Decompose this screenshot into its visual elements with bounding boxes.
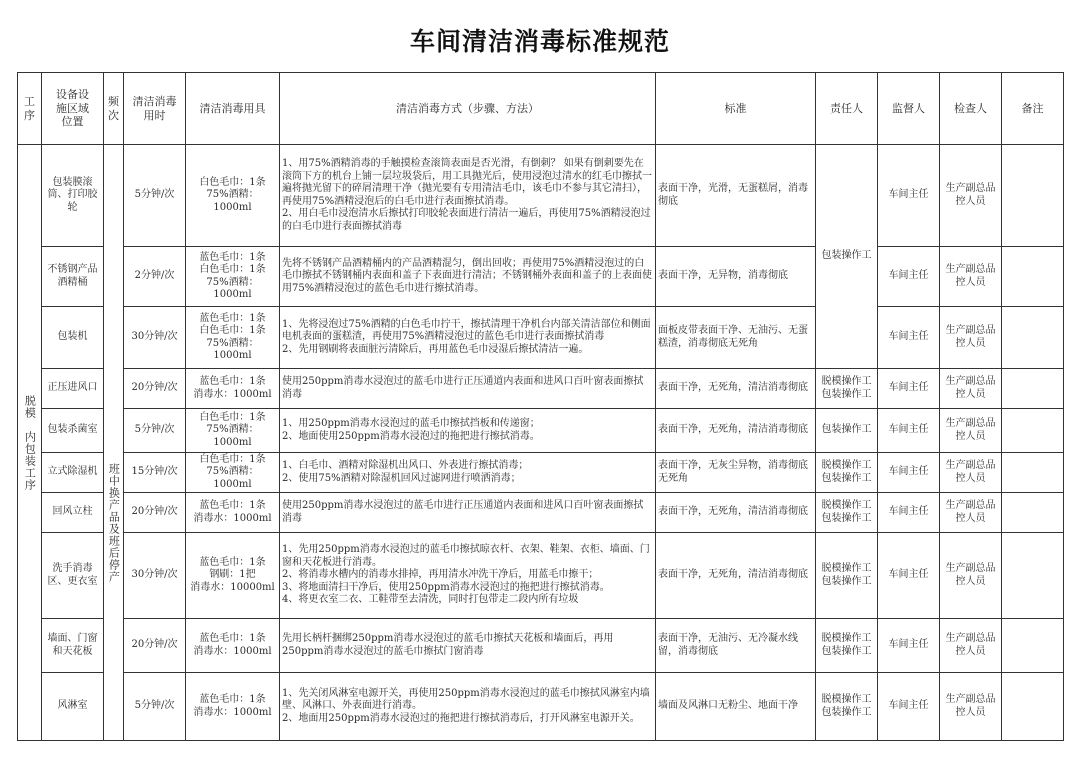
standard-cell: 表面干净，无异物，消毒彻底	[656, 247, 816, 307]
remark-cell	[1002, 673, 1064, 741]
method-cell: 先用长柄杆捆绑250ppm消毒水浸泡过的蓝毛巾擦拭天花板和墙面后，再用250ppm消毒水浸泡过的蓝毛巾擦拭门窗消毒	[280, 619, 656, 673]
header-inspector: 检查人	[940, 73, 1002, 145]
inspector-cell: 生产副总品控人员	[940, 619, 1002, 673]
supervisor-cell: 车间主任	[878, 409, 940, 453]
method-cell: 1、先关闭风淋室电源开关，再使用250ppm消毒水浸泡过的蓝毛巾擦拭风淋室内墙壁、风淋口、外表面进行消毒。 2、地面用250ppm消毒水浸泡过的拖把进行擦拭消毒后，打开风淋室电源开关。	[280, 673, 656, 741]
responsible-cell: 脱模操作工 包装操作工	[816, 673, 878, 741]
remark-cell	[1002, 493, 1064, 533]
inspector-cell: 生产副总品控人员	[940, 145, 1002, 247]
process-label-top: 脱模	[23, 394, 37, 419]
equipment-cell: 包装机	[42, 307, 104, 369]
standard-cell: 表面干净，无死角，清洁消毒彻底	[656, 369, 816, 409]
inspector-cell: 生产副总品控人员	[940, 493, 1002, 533]
responsible-cell: 脱模操作工 包装操作工	[816, 369, 878, 409]
method-cell: 1、先将浸泡过75%酒精的白色毛巾拧干，擦拭清理干净机台内部关清洁部位和侧面电机表面的蛋糕渣，再使用75%酒精浸泡过的蓝色毛巾进行表面擦拭消毒 2、先用钢刷将表面脏污清除后，再用蓝色毛巾浸湿后擦拭清洁一遍。	[280, 307, 656, 369]
tools-cell: 白色毛巾：1条 75%酒精：1000ml	[186, 453, 280, 493]
time-cell: 20分钟/次	[124, 369, 186, 409]
table-row	[18, 369, 1064, 409]
equipment-cell: 包装膜滚筒、打印胶轮	[42, 145, 104, 247]
tools-cell: 蓝色毛巾：1条 消毒水：1000ml	[186, 673, 280, 741]
remark-cell	[1002, 369, 1064, 409]
time-cell: 15分钟/次	[124, 453, 186, 493]
standard-cell: 墙面及风淋口无粉尘、地面干净	[656, 673, 816, 741]
standard-cell: 表面干净，无死角，清洁消毒彻底	[656, 409, 816, 453]
frequency-label: 班中换产品及班后停产	[107, 462, 121, 583]
inspector-cell: 生产副总品控人员	[940, 307, 1002, 369]
remark-cell	[1002, 247, 1064, 307]
remark-cell	[1002, 453, 1064, 493]
supervisor-cell: 车间主任	[878, 247, 940, 307]
header-supervisor: 监督人	[878, 73, 940, 145]
header-row	[18, 73, 1064, 145]
time-cell: 30分钟/次	[124, 533, 186, 619]
equipment-cell: 墙面、门窗和天花板	[42, 619, 104, 673]
responsible-merged-cell: 包装操作工	[816, 145, 878, 369]
equipment-cell: 风淋室	[42, 673, 104, 741]
inspector-cell: 生产副总品控人员	[940, 409, 1002, 453]
cleaning-standard-table	[17, 72, 1064, 741]
supervisor-cell: 车间主任	[878, 369, 940, 409]
header-standard: 标准	[656, 73, 816, 145]
responsible-cell: 脱模操作工 包装操作工	[816, 453, 878, 493]
tools-cell: 蓝色毛巾：1条 白色毛巾：1条 75%酒精：1000ml	[186, 307, 280, 369]
remark-cell	[1002, 145, 1064, 247]
equipment-cell: 立式除湿机	[42, 453, 104, 493]
table-row	[18, 145, 1064, 247]
supervisor-cell: 车间主任	[878, 453, 940, 493]
tools-cell: 蓝色毛巾：1条 消毒水：1000ml	[186, 493, 280, 533]
time-cell: 5分钟/次	[124, 673, 186, 741]
time-cell: 30分钟/次	[124, 307, 186, 369]
time-cell: 2分钟/次	[124, 247, 186, 307]
responsible-cell: 包装操作工	[816, 409, 878, 453]
table-row	[18, 247, 1064, 307]
inspector-cell: 生产副总品控人员	[940, 533, 1002, 619]
header-responsible: 责任人	[816, 73, 878, 145]
standard-cell: 面板皮带表面干净、无油污、无蛋糕渣，消毒彻底无死角	[656, 307, 816, 369]
time-cell: 5分钟/次	[124, 145, 186, 247]
responsible-cell: 脱模操作工 包装操作工	[816, 533, 878, 619]
inspector-cell: 生产副总品控人员	[940, 247, 1002, 307]
header-remark: 备注	[1002, 73, 1064, 145]
inspector-cell: 生产副总品控人员	[940, 369, 1002, 409]
equipment-cell: 不锈钢产品酒精桶	[42, 247, 104, 307]
responsible-cell: 脱模操作工 包装操作工	[816, 619, 878, 673]
table-row	[18, 673, 1064, 741]
method-cell: 1、用75%酒精消毒的手触摸检查滚筒表面是否光滑，有倒刺？ 如果有倒刺要先在滚筒下方的机台上铺一层垃圾袋后，用工具抛光后，使用浸泡过清水的红毛巾擦拭一遍将抛光留下的碎屑清理干净（抛光要有专用清洁毛巾，该毛巾不参与其它清扫），再使用75%酒精浸泡后的白毛巾进行表面擦拭消毒。 2、用白毛巾浸泡清水后擦拭打印胶轮表面进行清洁一遍后，再使用75%酒精浸泡过的白毛巾进行表面擦拭消毒	[280, 145, 656, 247]
method-cell: 1、先用250ppm消毒水浸泡过的蓝毛巾擦拭晾衣杆、衣架、鞋架、衣柜、墙面、门窗和天花板进行消毒。 2、将消毒水槽内的消毒水排掉，再用清水冲洗干净后，用蓝毛巾擦干； 3、将地面清扫干净后，使用250ppm消毒水浸泡过的拖把进行擦拭消毒。 4、将更衣室二衣、工鞋带至去清洗，同时打包带走二段内所有垃圾	[280, 533, 656, 619]
tools-cell: 蓝色毛巾：1条 消毒水：1000ml	[186, 619, 280, 673]
standard-cell: 表面干净，无灰尘异物，消毒彻底无死角	[656, 453, 816, 493]
standard-cell: 表面干净，无油污、无冷凝水线留，消毒彻底	[656, 619, 816, 673]
supervisor-cell: 车间主任	[878, 493, 940, 533]
process-label-bottom: 内包装工序	[23, 430, 37, 491]
standard-cell: 表面干净，无死角，清洁消毒彻底	[656, 493, 816, 533]
inspector-cell: 生产副总品控人员	[940, 453, 1002, 493]
method-cell: 先将不锈钢产品酒精桶内的产品酒精混匀，倒出回收；再使用75%酒精浸泡过的白毛巾擦拭不锈钢桶内表面和盖子下表面进行清洁；不锈钢桶外表面和盖子的上表面使用75%酒精浸泡过的蓝色毛巾进行擦拭消毒。	[280, 247, 656, 307]
responsible-cell: 脱模操作工 包装操作工	[816, 493, 878, 533]
supervisor-cell: 车间主任	[878, 307, 940, 369]
page-title: 车间清洁消毒标准规范	[409, 27, 670, 56]
remark-cell	[1002, 533, 1064, 619]
process-group-cell	[18, 145, 42, 741]
method-cell: 1、白毛巾、酒精对除湿机出风口、外表进行擦拭消毒； 2、使用75%酒精对除湿机回风过滤网进行喷洒消毒；	[280, 453, 656, 493]
equipment-cell: 回风立柱	[42, 493, 104, 533]
remark-cell	[1002, 409, 1064, 453]
table-row	[18, 409, 1064, 453]
frequency-group-cell	[104, 145, 124, 741]
header-frequency: 频次	[104, 73, 124, 145]
inspector-cell: 生产副总品控人员	[940, 673, 1002, 741]
remark-cell	[1002, 619, 1064, 673]
table-row	[18, 453, 1064, 493]
tools-cell: 蓝色毛巾：1条 白色毛巾：1条 75%酒精：1000ml	[186, 247, 280, 307]
method-cell: 使用250ppm消毒水浸泡过的蓝毛巾进行正压通道内表面和进风口百叶窗表面擦拭消毒	[280, 369, 656, 409]
tools-cell: 白色毛巾：1条 75%酒精：1000ml	[186, 409, 280, 453]
standard-cell: 表面干净，光滑，无蛋糕屑，消毒彻底	[656, 145, 816, 247]
table-row	[18, 533, 1064, 619]
header-time: 清洁消毒用时	[124, 73, 186, 145]
remark-cell	[1002, 307, 1064, 369]
header-equipment: 设备设施区域位置	[42, 73, 104, 145]
table-row	[18, 619, 1064, 673]
tools-cell: 白色毛巾：1条 75%酒精：1000ml	[186, 145, 280, 247]
method-cell: 使用250ppm消毒水浸泡过的蓝毛巾进行正压通道内表面和进风口百叶窗表面擦拭消毒	[280, 493, 656, 533]
supervisor-cell: 车间主任	[878, 673, 940, 741]
header-tools: 清洁消毒用具	[186, 73, 280, 145]
table-row	[18, 307, 1064, 369]
method-cell: 1、用250ppm消毒水浸泡过的蓝毛巾擦拭挡板和传递窗； 2、地面使用250ppm消毒水浸泡过的拖把进行擦拭消毒。	[280, 409, 656, 453]
tools-cell: 蓝色毛巾：1条 钢刷：1把 消毒水：10000ml	[186, 533, 280, 619]
time-cell: 20分钟/次	[124, 619, 186, 673]
tools-cell: 蓝色毛巾：1条 消毒水：1000ml	[186, 369, 280, 409]
supervisor-cell: 车间主任	[878, 619, 940, 673]
equipment-cell: 洗手消毒区、更衣室	[42, 533, 104, 619]
header-method: 清洁消毒方式（步骤、方法）	[280, 73, 656, 145]
supervisor-cell: 车间主任	[878, 533, 940, 619]
equipment-cell: 正压进风口	[42, 369, 104, 409]
time-cell: 20分钟/次	[124, 493, 186, 533]
equipment-cell: 包装杀菌室	[42, 409, 104, 453]
supervisor-cell: 车间主任	[878, 145, 940, 247]
standard-cell: 表面干净，无死角，清洁消毒彻底	[656, 533, 816, 619]
table-row	[18, 493, 1064, 533]
time-cell: 5分钟/次	[124, 409, 186, 453]
header-process: 工序	[18, 73, 42, 145]
